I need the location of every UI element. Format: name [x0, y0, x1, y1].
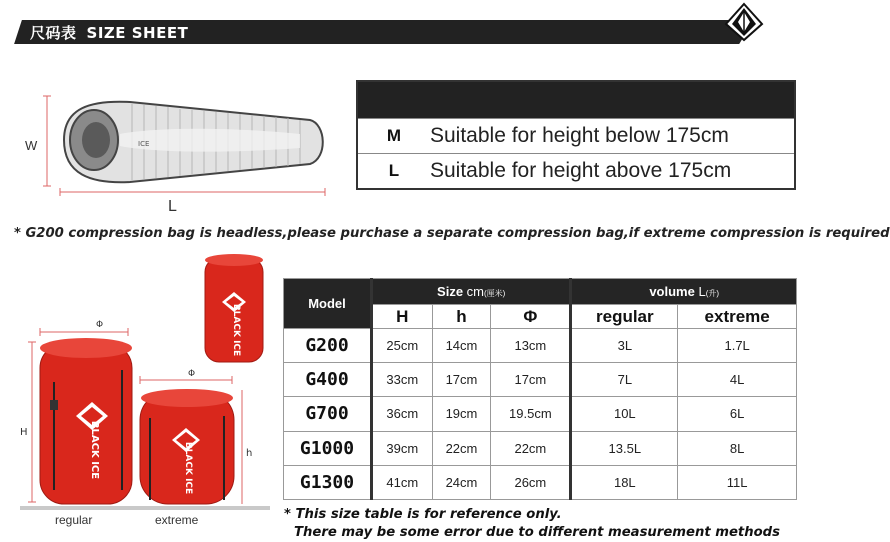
regular-cell: 18L: [571, 465, 678, 499]
svg-text:BLACK ICE: BLACK ICE: [231, 303, 241, 357]
size-description: Suitable for height below 175cm: [430, 124, 729, 147]
H-cell: 25cm: [372, 329, 433, 363]
table-row: [284, 329, 797, 363]
extreme-label: extreme: [155, 513, 199, 527]
height-label: H: [20, 427, 28, 438]
extreme-cell: 8L: [678, 431, 797, 465]
H-cell: 41cm: [372, 465, 433, 499]
size-code: L: [388, 161, 400, 180]
height-table: [356, 80, 796, 190]
regular-cell: 10L: [571, 397, 678, 431]
title-english: SIZE SHEET: [86, 24, 189, 42]
col-h: h: [432, 305, 491, 329]
compression-bags-illustration: [10, 250, 280, 540]
length-label: L: [168, 198, 177, 215]
size-code: M: [386, 126, 402, 145]
small-height-label: h: [246, 448, 253, 459]
size-header: Size cm(厘米): [372, 279, 571, 305]
model-header: Model: [284, 279, 372, 329]
col-phi: Φ: [491, 305, 571, 329]
regular-label: regular: [55, 513, 93, 527]
disclaimer-line-2: There may be some error due to different measurement methods: [294, 525, 780, 540]
phi-cell: 22cm: [491, 431, 571, 465]
phi-cell: 13cm: [491, 329, 571, 363]
height-row: [358, 153, 794, 188]
model-cell: G1000: [284, 431, 372, 465]
regular-cell: 7L: [571, 363, 678, 397]
sleeping-bag-diagram: [20, 88, 340, 218]
extreme-cell: 4L: [678, 363, 797, 397]
compression-note: * G200 compression bag is headless,please purchase a separate compression bag,if extreme compression is required: [14, 226, 890, 241]
extreme-cell: 1.7L: [678, 329, 797, 363]
page-title: [30, 22, 188, 43]
model-cell: G400: [284, 363, 372, 397]
table-row: [284, 431, 797, 465]
table-row: [284, 397, 797, 431]
disclaimer-line-1: * This size table is for reference only.: [284, 507, 562, 522]
col-H: H: [372, 305, 433, 329]
width-label: W: [25, 138, 38, 153]
phi-cell: 17cm: [491, 363, 571, 397]
phi-cell: 19.5cm: [491, 397, 571, 431]
title-chinese: 尺码表: [30, 24, 77, 42]
svg-text:BLACK ICE: BLACK ICE: [183, 441, 193, 495]
model-cell: G200: [284, 329, 372, 363]
h-cell: 19cm: [432, 397, 491, 431]
h-cell: 17cm: [432, 363, 491, 397]
col-regular: regular: [571, 305, 678, 329]
size-table: [283, 278, 797, 500]
regular-bag: [40, 338, 132, 504]
H-cell: 33cm: [372, 363, 433, 397]
table-header-row: [284, 279, 797, 305]
brand-logo-icon: [722, 2, 766, 42]
h-cell: 14cm: [432, 329, 491, 363]
col-extreme: extreme: [678, 305, 797, 329]
H-cell: 39cm: [372, 431, 433, 465]
extreme-cell: 6L: [678, 397, 797, 431]
phi-label: Φ: [96, 320, 104, 330]
size-description: Suitable for height above 175cm: [430, 159, 732, 182]
h-cell: 22cm: [432, 431, 491, 465]
disclaimer-note: [284, 506, 780, 542]
extreme-bag: [140, 389, 234, 504]
phi-cell: 26cm: [491, 465, 571, 499]
model-cell: G700: [284, 397, 372, 431]
svg-text:BLACK ICE: BLACK ICE: [89, 420, 100, 480]
table-row: [284, 363, 797, 397]
H-cell: 36cm: [372, 397, 433, 431]
model-cell: G1300: [284, 465, 372, 499]
g200-bag: [205, 254, 263, 362]
extreme-cell: 11L: [678, 465, 797, 499]
table-row: [284, 465, 797, 499]
volume-header: volume L(升): [571, 279, 797, 305]
regular-cell: 13.5L: [571, 431, 678, 465]
height-table-header: [358, 82, 794, 118]
h-cell: 24cm: [432, 465, 491, 499]
phi-label: Φ: [188, 369, 196, 379]
regular-cell: 3L: [571, 329, 678, 363]
bag-logo-text: ICE: [138, 140, 150, 148]
height-row: [358, 118, 794, 153]
